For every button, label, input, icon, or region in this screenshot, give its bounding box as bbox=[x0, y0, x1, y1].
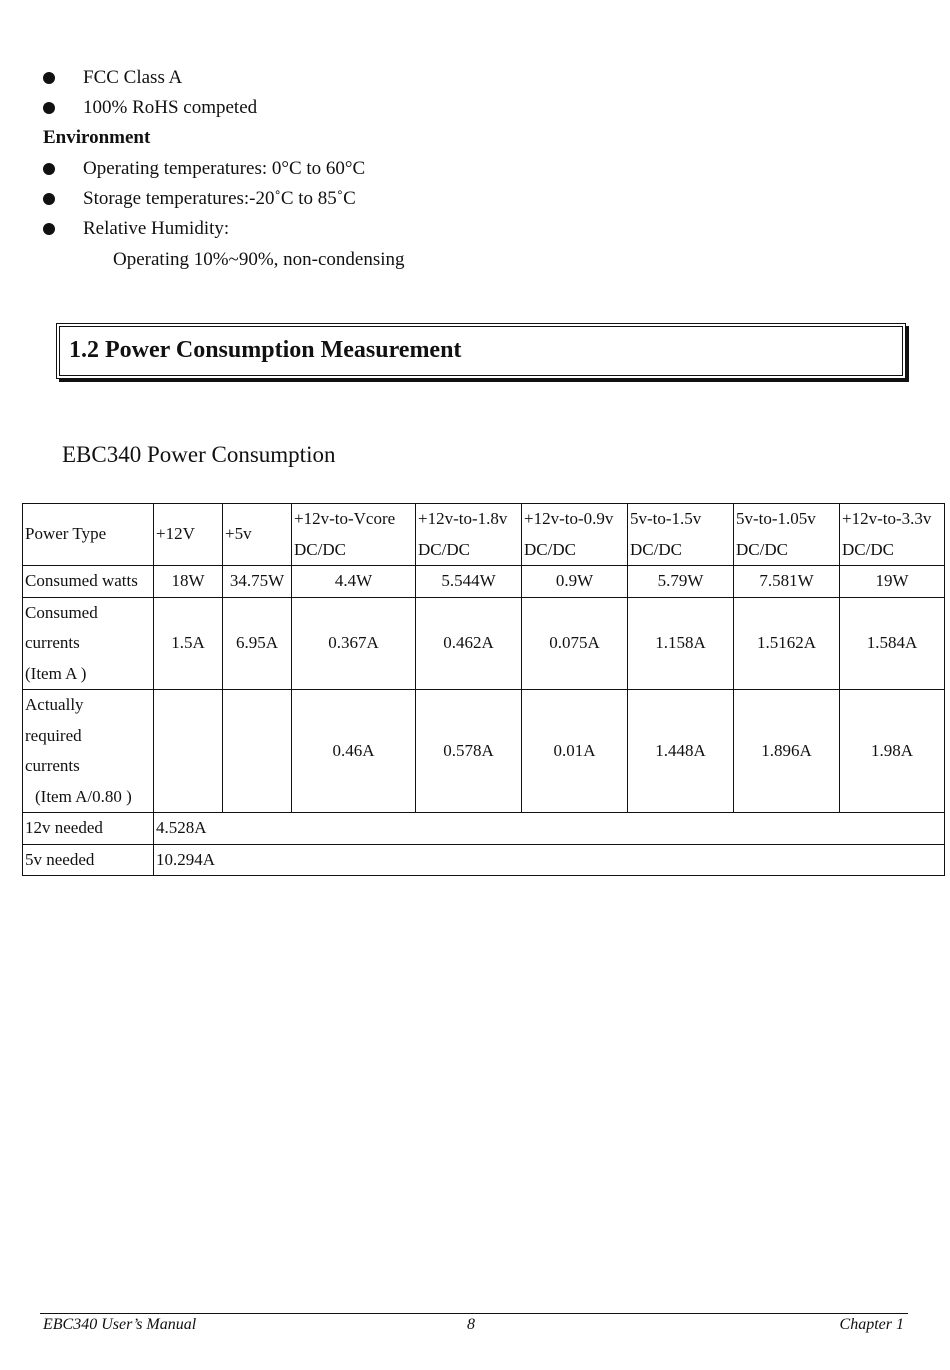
header-line1: 5v-to-1.5v bbox=[630, 509, 702, 528]
header-line1: +12v-to-Vcore bbox=[294, 509, 396, 528]
table-row-currents bbox=[23, 597, 945, 690]
table-cell: 34.75W bbox=[223, 566, 292, 598]
table-row-5v-needed bbox=[23, 844, 945, 876]
bullet-text: Relative Humidity: bbox=[83, 218, 230, 239]
table-cell: 1.98A bbox=[840, 690, 945, 813]
humidity-detail: Operating 10%~90%, non-condensing bbox=[113, 249, 405, 270]
table-cell: 0.578A bbox=[416, 690, 522, 813]
table-cell: 5.544W bbox=[416, 566, 522, 598]
table-cell: 5.79W bbox=[628, 566, 734, 598]
header-line2: DC/DC bbox=[418, 539, 470, 559]
header-line2: DC/DC bbox=[842, 539, 894, 559]
table-cell: 1.448A bbox=[628, 690, 734, 813]
header-cell bbox=[522, 504, 628, 566]
header-power-type: Power Type bbox=[23, 504, 154, 566]
bullet-dot-icon bbox=[43, 193, 55, 205]
row-label-line: (Item A/0.80 ) bbox=[35, 786, 132, 806]
bullet-dot-icon bbox=[43, 72, 55, 84]
header-cell: +5v bbox=[223, 504, 292, 566]
bullet-text: 100% RoHS competed bbox=[83, 97, 258, 118]
row-label-line: currents bbox=[25, 756, 80, 775]
row-label-line: Consumed bbox=[25, 602, 98, 622]
header-line2: DC/DC bbox=[294, 539, 346, 559]
table-cell: 6.95A bbox=[223, 597, 292, 690]
table-cell: 0.075A bbox=[522, 597, 628, 690]
header-line1: +12v-to-1.8v bbox=[418, 509, 508, 528]
row-label-line: (Item A ) bbox=[25, 663, 87, 683]
table-cell: 4.4W bbox=[292, 566, 416, 598]
header-line1: +12v-to-0.9v bbox=[524, 509, 614, 528]
footer-chapter: Chapter 1 bbox=[839, 1316, 904, 1333]
row-label: 5v needed bbox=[23, 844, 154, 876]
table-cell: 4.528A bbox=[154, 813, 945, 845]
table-cell: 0.367A bbox=[292, 597, 416, 690]
section-title: 1.2 Power Consumption Measurement bbox=[69, 337, 462, 363]
table-cell: 10.294A bbox=[154, 844, 945, 876]
bullet-item bbox=[43, 63, 182, 93]
power-consumption-table bbox=[22, 503, 945, 876]
table-row-required bbox=[23, 690, 945, 813]
header-line2: DC/DC bbox=[630, 539, 682, 559]
footer-page-number: 8 bbox=[467, 1316, 475, 1333]
header-cell bbox=[628, 504, 734, 566]
footer-manual-title: EBC340 User’s Manual bbox=[43, 1316, 197, 1333]
table-cell: 0.46A bbox=[292, 690, 416, 813]
bullet-item bbox=[43, 214, 229, 244]
table-cell: 1.896A bbox=[734, 690, 840, 813]
header-cell bbox=[840, 504, 945, 566]
table-cell: 0.9W bbox=[522, 566, 628, 598]
row-label bbox=[23, 690, 154, 813]
bullet-dot-icon bbox=[43, 163, 55, 175]
row-label-line: currents bbox=[25, 633, 80, 652]
header-cell bbox=[292, 504, 416, 566]
header-line2: DC/DC bbox=[736, 539, 788, 559]
table-cell: 0.462A bbox=[416, 597, 522, 690]
row-label bbox=[23, 597, 154, 690]
bullet-text: Storage temperatures:-20˚C to 85˚C bbox=[83, 188, 356, 209]
header-cell bbox=[734, 504, 840, 566]
table-cell bbox=[154, 690, 223, 813]
bullet-dot-icon bbox=[43, 102, 55, 114]
header-cell bbox=[416, 504, 522, 566]
bullet-dot-icon bbox=[43, 223, 55, 235]
bullet-text: Operating temperatures: 0°C to 60°C bbox=[83, 158, 366, 179]
header-cell: +12V bbox=[154, 504, 223, 566]
bullet-item bbox=[43, 184, 356, 214]
table-cell: 19W bbox=[840, 566, 945, 598]
table-cell bbox=[223, 690, 292, 813]
table-row-header bbox=[23, 504, 945, 566]
row-label-line: required bbox=[25, 725, 82, 745]
bullet-text: FCC Class A bbox=[83, 67, 183, 88]
environment-heading: Environment bbox=[43, 127, 151, 148]
table-cell: 1.5A bbox=[154, 597, 223, 690]
table-cell: 1.158A bbox=[628, 597, 734, 690]
table-row-watts bbox=[23, 566, 945, 598]
table-cell: 7.581W bbox=[734, 566, 840, 598]
row-label: 12v needed bbox=[23, 813, 154, 845]
table-cell: 0.01A bbox=[522, 690, 628, 813]
bullet-item bbox=[43, 93, 257, 123]
table-cell: 1.5162A bbox=[734, 597, 840, 690]
header-line2: DC/DC bbox=[524, 539, 576, 559]
table-cell: 1.584A bbox=[840, 597, 945, 690]
row-label-line: Actually bbox=[25, 695, 84, 714]
bullet-item bbox=[43, 154, 365, 184]
table-row-12v-needed bbox=[23, 813, 945, 845]
table-cell: 18W bbox=[154, 566, 223, 598]
row-label: Consumed watts bbox=[23, 566, 154, 598]
table-caption: EBC340 Power Consumption bbox=[62, 442, 336, 467]
header-line1: 5v-to-1.05v bbox=[736, 509, 816, 528]
header-line1: +12v-to-3.3v bbox=[842, 509, 932, 528]
footer-divider bbox=[40, 1313, 908, 1314]
section-heading-box bbox=[56, 323, 906, 379]
